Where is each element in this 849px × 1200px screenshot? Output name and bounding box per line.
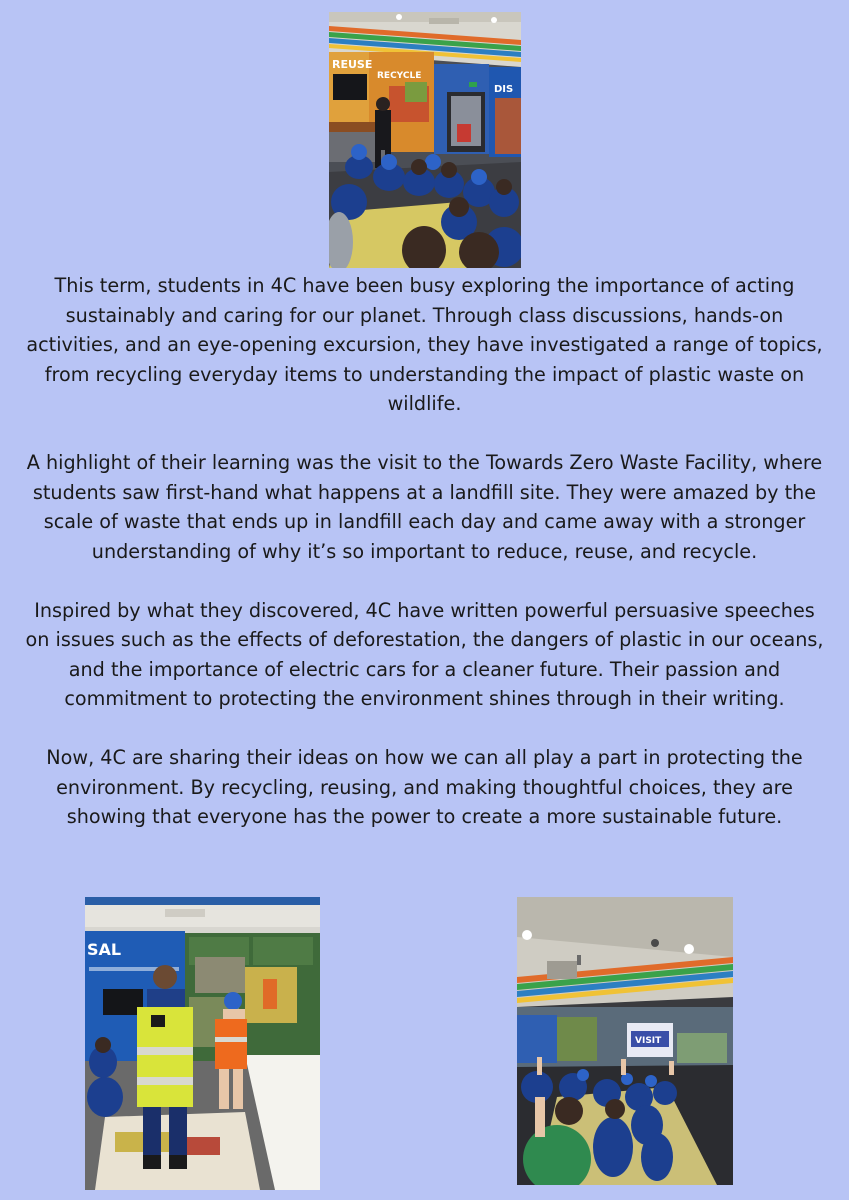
- photo-facility-visit: [85, 897, 320, 1190]
- photo-facility-visit-image: [85, 897, 320, 1190]
- wall-sign-recycle: RECYCLE: [377, 71, 422, 81]
- photo-screen-session-image: [517, 897, 733, 1185]
- screen-text-visit: VISIT: [635, 1036, 662, 1046]
- wall-sign-reuse: REUSE: [332, 58, 373, 71]
- article-paragraph-2: A highlight of their learning was the visit to the Towards Zero Waste Facility, where students saw first-hand what happens at a landfill site. They were amazed by the scale of waste that ends up in landfill each day and came away with a stronger understanding of why it’s so important to reduce, reuse, and recycle.: [26, 451, 823, 563]
- photo-presentation-room-image: [329, 12, 521, 268]
- wall-sign-dis: DIS: [494, 84, 514, 95]
- article-paragraph-3: Inspired by what they discovered, 4C have written powerful persuasive speeches on issues such as the effects of deforestation, the dangers of plastic in our oceans, and the importance of electric cars for a cleaner future. Their passion and commitment to protecting the environment shines through in their writing.: [25, 598, 824, 710]
- article-body: [20, 271, 829, 832]
- article-paragraph-4: Now, 4C are sharing their ideas on how we can all play a part in protecting the environment. By recycling, reusing, and making thoughtful choices, they are showing that everyone has the power to create a more sustainable future.: [46, 746, 803, 828]
- photo-screen-session: [517, 897, 733, 1185]
- wall-sign-sal: SAL: [87, 940, 122, 959]
- article-paragraph-1: This term, students in 4C have been busy exploring the importance of acting sustainably and caring for our planet. Through class discussions, hands-on activities, and an eye-opening excursion, they have investigated a range of topics, from recycling everyday items to understanding the impact of plastic waste on wildlife.: [26, 274, 823, 415]
- photo-presentation-room: [329, 12, 521, 268]
